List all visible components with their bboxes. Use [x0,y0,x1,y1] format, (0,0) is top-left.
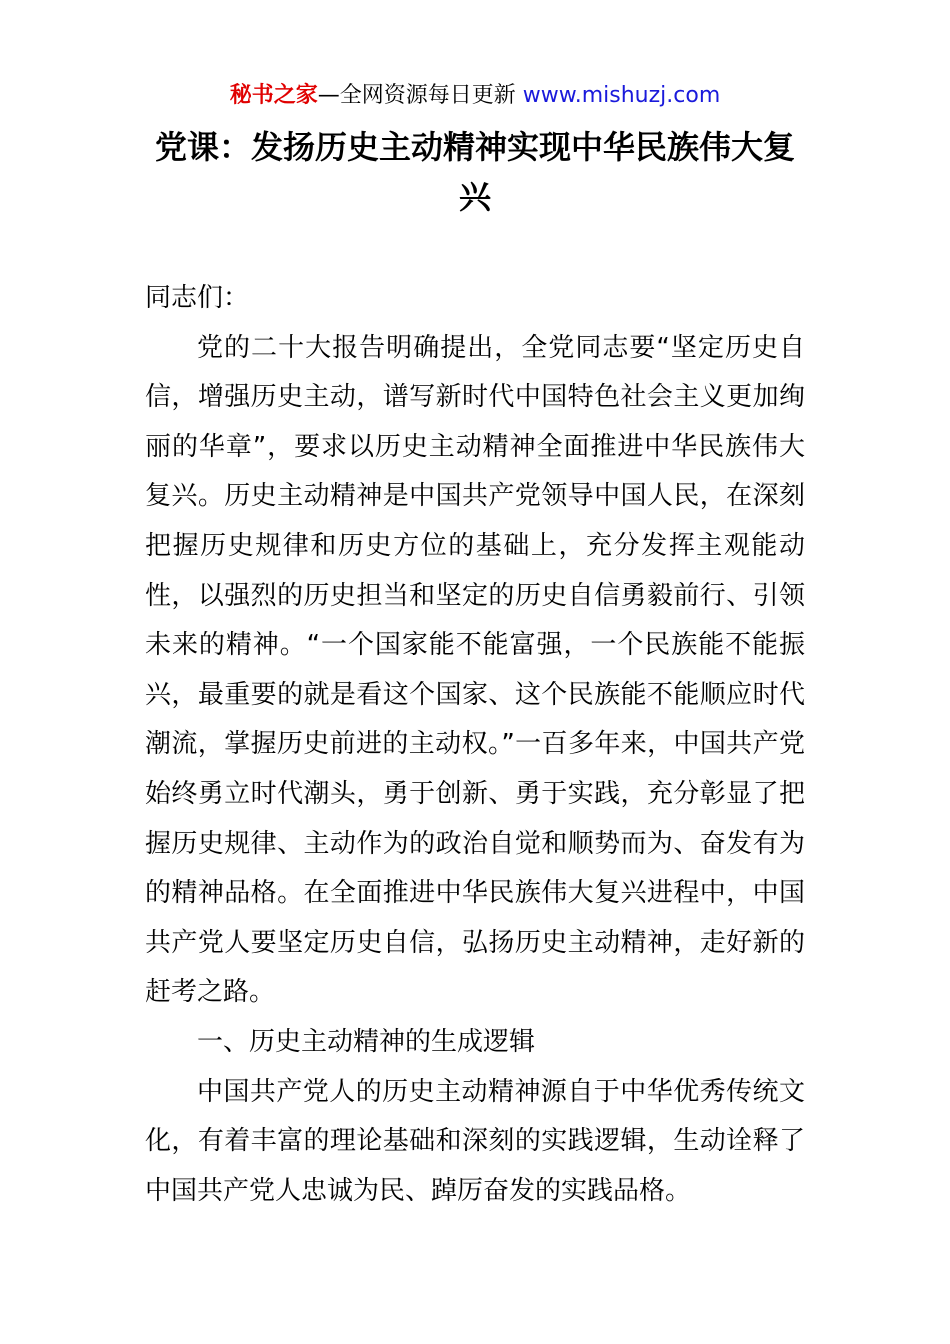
document-title: 党课：发扬历史主动精神实现中华民族伟大复兴 [154,128,795,216]
section-heading: 一、历史主动精神的生成逻辑 [197,1026,536,1057]
salutation: 同志们： [145,283,250,313]
header-tagline: —全网资源每日更新 [317,83,523,108]
site-header [0,80,950,112]
site-url-link[interactable]: www.mishuzj.com [522,83,721,108]
brand-name: 秘书之家 [229,83,318,108]
document-body [145,274,805,1216]
paragraph-section-one: 中国共产党人的历史主动精神源自于中华优秀传统文化，有着丰富的理论基础和深刻的实践逻辑，生动诠释了中国共产党人忠诚为民、踔厉奋发的实践品格。 [145,1076,805,1206]
paragraph-intro: 党的二十大报告明确提出，全党同志要“坚定历史自信，增强历史主动，谱写新时代中国特色社会主义更加绚丽的华章”，要求以历史主动精神全面推进中华民族伟大复兴。历史主动精神是中国共产党领导中国人民，在深刻把握历史规律和历史方位的基础上，充分发挥主观能动性，以强烈的历史担当和坚定的历史自信勇毅前行、引领未来的精神。“一个国家能不能富强，一个民族能不能振兴，最重要的就是看这个国家、这个民族能不能顺应时代潮流，掌握历史前进的主动权。”一百多年来，中国共产党始终勇立时代潮头，勇于创新、勇于实践，充分彰显了把握历史规律、主动作为的政治自觉和顺势而为、奋发有为的精神品格。在全面推进中华民族伟大复兴进程中，中国共产党人要坚定历史自信，弘扬历史主动精神，走好新的赶考之路。 [145,332,805,1008]
